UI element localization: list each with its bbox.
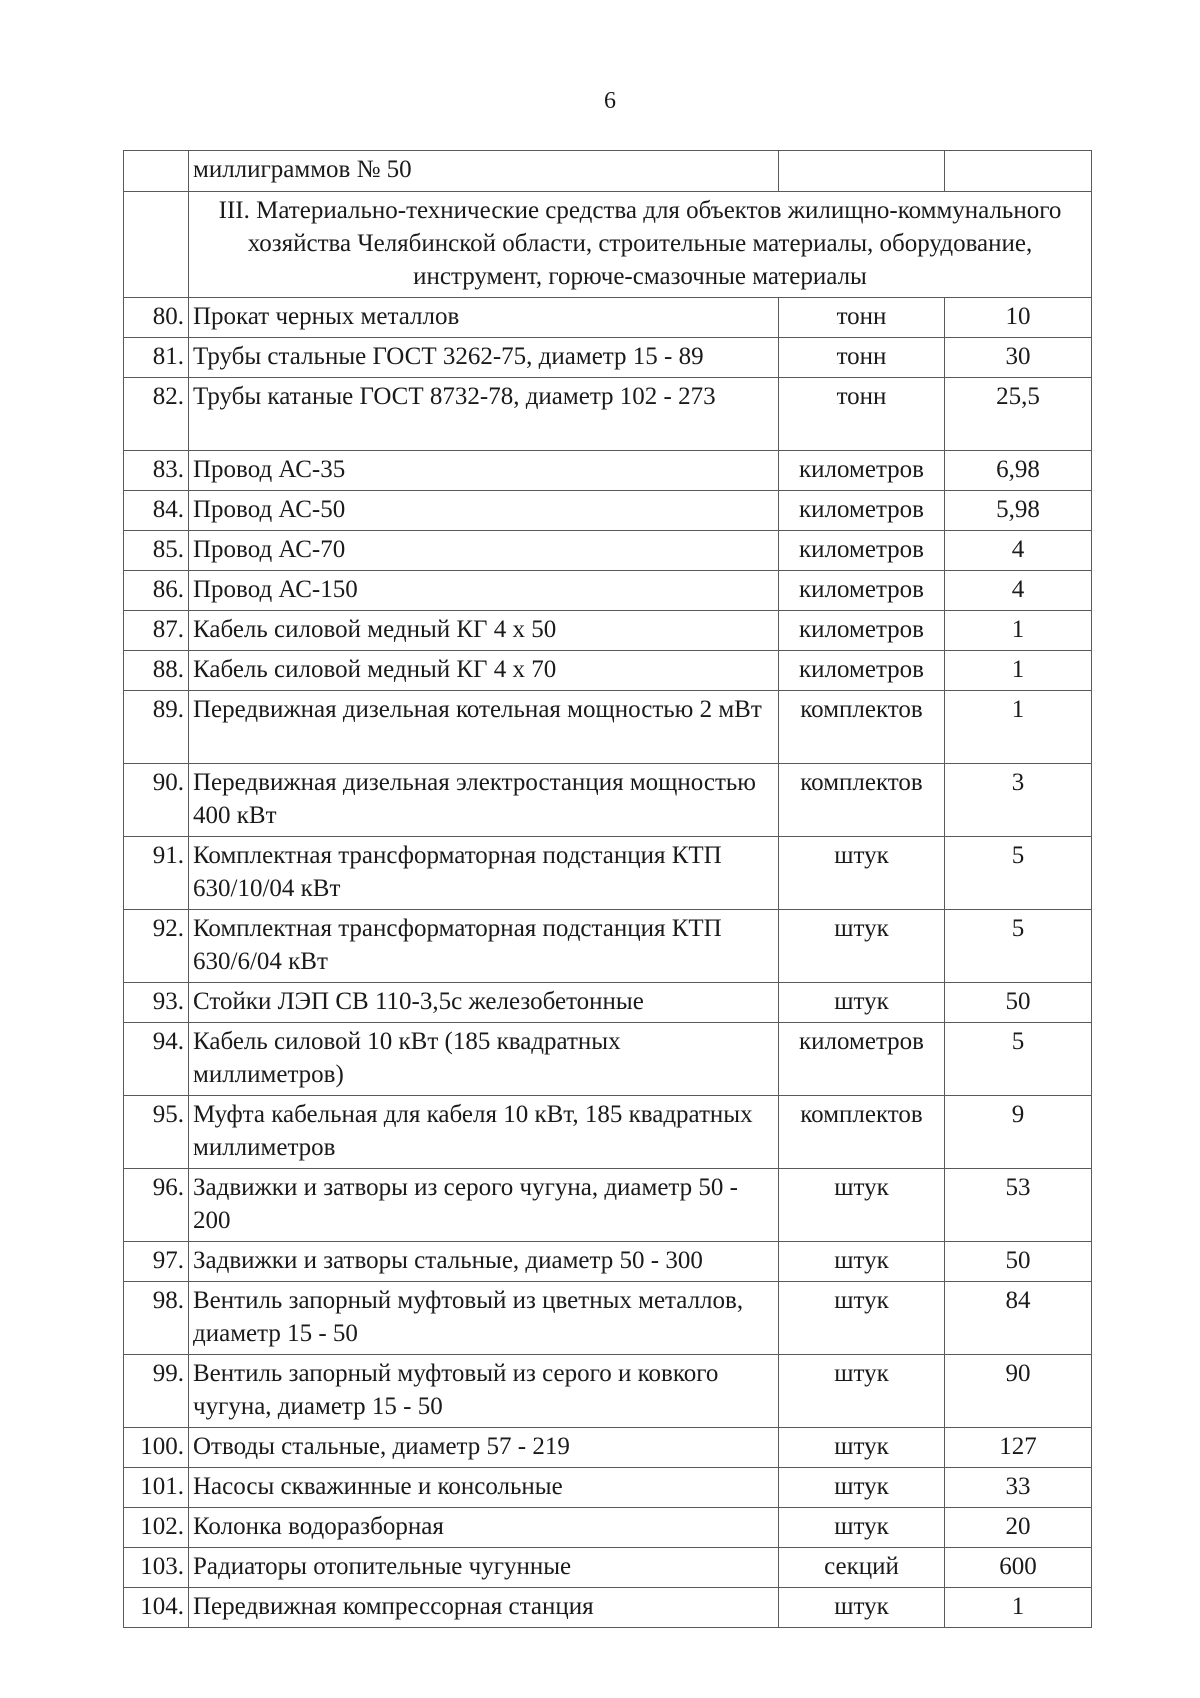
materials-table <box>123 150 1092 1628</box>
row-number-cell <box>124 151 189 192</box>
item-name-cell: Вентиль запорный муфтовый из серого и ковкого чугуна, диаметр 15 - 50 <box>189 1355 779 1428</box>
item-name-cell: Кабель силовой медный КГ 4 х 70 <box>189 651 779 691</box>
row-number-cell: 93. <box>124 983 189 1023</box>
table-row <box>124 491 1092 531</box>
unit-cell: километров <box>779 491 945 531</box>
table-row <box>124 1242 1092 1282</box>
table-row <box>124 691 1092 764</box>
row-number-cell: 100. <box>124 1428 189 1468</box>
table-row-continued <box>124 151 1092 192</box>
row-number-cell: 92. <box>124 910 189 983</box>
unit-cell: штук <box>779 1242 945 1282</box>
quantity-cell: 3 <box>945 764 1092 837</box>
row-number-cell: 88. <box>124 651 189 691</box>
item-name-cell: Кабель силовой 10 кВт (185 квадратных миллиметров) <box>189 1023 779 1096</box>
row-number-cell: 85. <box>124 531 189 571</box>
item-name-cell: Передвижная дизельная котельная мощностью 2 мВт <box>189 691 779 764</box>
section-heading-row <box>124 192 1092 298</box>
unit-cell: километров <box>779 451 945 491</box>
table-row <box>124 1169 1092 1242</box>
row-number-cell: 96. <box>124 1169 189 1242</box>
unit-cell: штук <box>779 1169 945 1242</box>
row-number-cell: 87. <box>124 611 189 651</box>
quantity-cell <box>945 151 1092 192</box>
item-name-cell: Муфта кабельная для кабеля 10 кВт, 185 квадратных миллиметров <box>189 1096 779 1169</box>
item-name-cell: Отводы стальные, диаметр 57 - 219 <box>189 1428 779 1468</box>
quantity-cell: 53 <box>945 1169 1092 1242</box>
row-number-cell: 89. <box>124 691 189 764</box>
row-number-cell: 83. <box>124 451 189 491</box>
unit-cell: штук <box>779 983 945 1023</box>
unit-cell: километров <box>779 531 945 571</box>
table-row <box>124 1282 1092 1355</box>
quantity-cell: 1 <box>945 691 1092 764</box>
table-row <box>124 983 1092 1023</box>
quantity-cell: 25,5 <box>945 378 1092 451</box>
item-name-cell: Вентиль запорный муфтовый из цветных металлов, диаметр 15 - 50 <box>189 1282 779 1355</box>
item-name-cell: Комплектная трансформаторная подстанция КТП 630/10/04 кВт <box>189 837 779 910</box>
table-row <box>124 1508 1092 1548</box>
row-number-cell: 102. <box>124 1508 189 1548</box>
item-name-cell: миллиграммов № 50 <box>189 151 779 192</box>
table-row <box>124 531 1092 571</box>
row-number-cell: 99. <box>124 1355 189 1428</box>
quantity-cell: 1 <box>945 1588 1092 1628</box>
table-row <box>124 571 1092 611</box>
item-name-cell: Стойки ЛЭП СВ 110-3,5с железобетонные <box>189 983 779 1023</box>
item-name-cell: Трубы катаные ГОСТ 8732-78, диаметр 102 - 273 <box>189 378 779 451</box>
section-heading: III. Материально-технические средства для объектов жилищно-коммунального хозяйства Челябинской области, строительные материалы, оборудование, инструмент, горюче-смазочные материалы <box>189 192 1092 298</box>
quantity-cell: 9 <box>945 1096 1092 1169</box>
unit-cell: штук <box>779 1508 945 1548</box>
unit-cell: штук <box>779 1355 945 1428</box>
row-number-cell: 84. <box>124 491 189 531</box>
table-row <box>124 611 1092 651</box>
row-number-cell: 101. <box>124 1468 189 1508</box>
quantity-cell: 600 <box>945 1548 1092 1588</box>
unit-cell: штук <box>779 1428 945 1468</box>
table-row <box>124 378 1092 451</box>
unit-cell: секций <box>779 1548 945 1588</box>
unit-cell: комплектов <box>779 764 945 837</box>
unit-cell: километров <box>779 571 945 611</box>
quantity-cell: 5 <box>945 837 1092 910</box>
unit-cell <box>779 151 945 192</box>
item-name-cell: Радиаторы отопительные чугунные <box>189 1548 779 1588</box>
unit-cell: километров <box>779 611 945 651</box>
quantity-cell: 4 <box>945 531 1092 571</box>
unit-cell: тонн <box>779 338 945 378</box>
row-number-cell: 94. <box>124 1023 189 1096</box>
row-number-cell: 103. <box>124 1548 189 1588</box>
table-row <box>124 1428 1092 1468</box>
quantity-cell: 127 <box>945 1428 1092 1468</box>
quantity-cell: 84 <box>945 1282 1092 1355</box>
quantity-cell: 1 <box>945 651 1092 691</box>
table-row <box>124 837 1092 910</box>
item-name-cell: Комплектная трансформаторная подстанция КТП 630/6/04 кВт <box>189 910 779 983</box>
table-row <box>124 651 1092 691</box>
row-number-cell: 91. <box>124 837 189 910</box>
item-name-cell: Провод АС-70 <box>189 531 779 571</box>
quantity-cell: 30 <box>945 338 1092 378</box>
item-name-cell: Провод АС-150 <box>189 571 779 611</box>
item-name-cell: Задвижки и затворы из серого чугуна, диаметр 50 - 200 <box>189 1169 779 1242</box>
item-name-cell: Прокат черных металлов <box>189 298 779 338</box>
unit-cell: штук <box>779 837 945 910</box>
unit-cell: штук <box>779 1588 945 1628</box>
quantity-cell: 20 <box>945 1508 1092 1548</box>
row-number-cell: 97. <box>124 1242 189 1282</box>
table-row <box>124 451 1092 491</box>
unit-cell: комплектов <box>779 691 945 764</box>
unit-cell: километров <box>779 651 945 691</box>
row-number-cell: 80. <box>124 298 189 338</box>
table-row <box>124 1023 1092 1096</box>
row-number-cell: 82. <box>124 378 189 451</box>
table-row <box>124 1548 1092 1588</box>
row-number-cell: 95. <box>124 1096 189 1169</box>
item-name-cell: Задвижки и затворы стальные, диаметр 50 - 300 <box>189 1242 779 1282</box>
quantity-cell: 10 <box>945 298 1092 338</box>
item-name-cell: Провод АС-50 <box>189 491 779 531</box>
row-number-cell: 104. <box>124 1588 189 1628</box>
table-row <box>124 1096 1092 1169</box>
unit-cell: штук <box>779 910 945 983</box>
table-row <box>124 1355 1092 1428</box>
unit-cell: тонн <box>779 298 945 338</box>
row-number-cell: 98. <box>124 1282 189 1355</box>
quantity-cell: 50 <box>945 983 1092 1023</box>
row-number-cell: 86. <box>124 571 189 611</box>
unit-cell: штук <box>779 1282 945 1355</box>
unit-cell: километров <box>779 1023 945 1096</box>
item-name-cell: Передвижная компрессорная станция <box>189 1588 779 1628</box>
item-name-cell: Насосы скважинные и консольные <box>189 1468 779 1508</box>
section-number-cell <box>124 192 189 298</box>
table-row <box>124 338 1092 378</box>
quantity-cell: 6,98 <box>945 451 1092 491</box>
item-name-cell: Трубы стальные ГОСТ 3262-75, диаметр 15 - 89 <box>189 338 779 378</box>
quantity-cell: 4 <box>945 571 1092 611</box>
quantity-cell: 33 <box>945 1468 1092 1508</box>
table-row <box>124 298 1092 338</box>
table-body <box>124 151 1092 1628</box>
quantity-cell: 90 <box>945 1355 1092 1428</box>
item-name-cell: Провод АС-35 <box>189 451 779 491</box>
row-number-cell: 90. <box>124 764 189 837</box>
item-name-cell: Кабель силовой медный КГ 4 х 50 <box>189 611 779 651</box>
table-row <box>124 764 1092 837</box>
quantity-cell: 5 <box>945 1023 1092 1096</box>
quantity-cell: 5,98 <box>945 491 1092 531</box>
row-number-cell: 81. <box>124 338 189 378</box>
quantity-cell: 1 <box>945 611 1092 651</box>
unit-cell: комплектов <box>779 1096 945 1169</box>
page-number: 6 <box>604 88 616 114</box>
quantity-cell: 50 <box>945 1242 1092 1282</box>
quantity-cell: 5 <box>945 910 1092 983</box>
table-row <box>124 1588 1092 1628</box>
table-row <box>124 1468 1092 1508</box>
unit-cell: штук <box>779 1468 945 1508</box>
table-row <box>124 910 1092 983</box>
item-name-cell: Передвижная дизельная электростанция мощностью 400 кВт <box>189 764 779 837</box>
item-name-cell: Колонка водоразборная <box>189 1508 779 1548</box>
unit-cell: тонн <box>779 378 945 451</box>
